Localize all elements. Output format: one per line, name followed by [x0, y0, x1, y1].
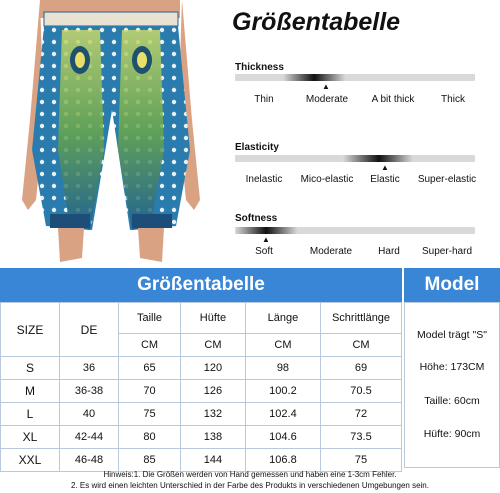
- model-info-box: [404, 302, 500, 468]
- size-cell: XXL: [1, 449, 60, 472]
- schritt-cell: 69: [321, 357, 402, 380]
- model-header: Model: [404, 268, 500, 302]
- table-row: [1, 357, 402, 380]
- note-line-1: Hinweis:1. Die Größen werden von Hand gemessen und haben eine 1-3cm Fehler.: [103, 470, 397, 479]
- de-cell: 46-48: [60, 449, 119, 472]
- elasticity-label-elastic: Elastic: [370, 174, 400, 185]
- size-table: [0, 302, 402, 472]
- taille-cell: 85: [119, 449, 181, 472]
- table-row: [1, 426, 402, 449]
- size-cell: L: [1, 403, 60, 426]
- huefte-cell: 132: [180, 403, 245, 426]
- taille-cell: 65: [119, 357, 181, 380]
- softness-label-moderate: Moderate: [309, 246, 353, 257]
- thickness-label-thick: Thick: [441, 94, 465, 105]
- page-title: Größentabelle: [232, 8, 401, 36]
- size-cell: M: [1, 380, 60, 403]
- elasticity-label-mico-elastic: Mico-elastic: [300, 174, 354, 185]
- model-wears-size: Model trägt "S": [417, 329, 487, 341]
- softness-label-super-hard: Super-hard: [421, 246, 473, 257]
- de-cell: 42-44: [60, 426, 119, 449]
- thickness-scale-bar: [235, 74, 475, 81]
- taille-cell: 80: [119, 426, 181, 449]
- table-header-row: [1, 303, 402, 334]
- table-row: [1, 449, 402, 472]
- huefte-cell: 126: [180, 380, 245, 403]
- size-table-header: Größentabelle: [0, 268, 402, 302]
- laenge-cell: 106.8: [245, 449, 320, 472]
- softness-label-soft: Soft: [255, 246, 273, 257]
- unit-cell: CM: [119, 334, 181, 357]
- huefte-cell: 120: [180, 357, 245, 380]
- laenge-cell: 102.4: [245, 403, 320, 426]
- elasticity-title: Elasticity: [235, 142, 279, 153]
- softness-label-hard: Hard: [378, 246, 400, 257]
- unit-cell: CM: [321, 334, 402, 357]
- model-hips: Hüfte: 90cm: [423, 428, 481, 440]
- note-line-2: 2. Es wird einen leichten Unterschied in der Farbe des Produkts in verschiedenen Umgebungen sein.: [71, 481, 429, 490]
- softness-scale-bar: [235, 227, 475, 234]
- column-header-schrittlaenge: Schrittlänge: [321, 303, 402, 334]
- de-cell: 40: [60, 403, 119, 426]
- table-row: [1, 403, 402, 426]
- schritt-cell: 70.5: [321, 380, 402, 403]
- product-photo: [0, 0, 222, 265]
- unit-cell: CM: [245, 334, 320, 357]
- model-height: Höhe: 173CM: [419, 361, 485, 373]
- column-header-laenge: Länge: [245, 303, 320, 334]
- softness-marker-icon: ▲: [262, 235, 270, 244]
- de-cell: 36-38: [60, 380, 119, 403]
- thickness-label-a-bit-thick: A bit thick: [371, 94, 415, 105]
- size-cell: S: [1, 357, 60, 380]
- taille-cell: 75: [119, 403, 181, 426]
- elasticity-marker-icon: ▲: [381, 163, 389, 172]
- de-cell: 36: [60, 357, 119, 380]
- softness-title: Softness: [235, 213, 278, 224]
- column-header-taille: Taille: [119, 303, 181, 334]
- thickness-marker-icon: ▲: [322, 82, 330, 91]
- model-waist: Taille: 60cm: [424, 395, 480, 407]
- unit-cell: CM: [180, 334, 245, 357]
- thickness-label-moderate: Moderate: [305, 94, 349, 105]
- schritt-cell: 72: [321, 403, 402, 426]
- table-row: [1, 380, 402, 403]
- laenge-cell: 104.6: [245, 426, 320, 449]
- huefte-cell: 138: [180, 426, 245, 449]
- column-header-huefte: Hüfte: [180, 303, 245, 334]
- size-column-header: SIZE: [1, 303, 60, 357]
- elasticity-scale-bar: [235, 155, 475, 162]
- taille-cell: 70: [119, 380, 181, 403]
- schritt-cell: 75: [321, 449, 402, 472]
- elasticity-label-super-elastic: Super-elastic: [417, 174, 477, 185]
- laenge-cell: 100.2: [245, 380, 320, 403]
- elasticity-label-inelastic: Inelastic: [245, 174, 283, 185]
- size-cell: XL: [1, 426, 60, 449]
- de-column-header: DE: [60, 303, 119, 357]
- thickness-title: Thickness: [235, 62, 284, 73]
- thickness-label-thin: Thin: [254, 94, 274, 105]
- huefte-cell: 144: [180, 449, 245, 472]
- laenge-cell: 98: [245, 357, 320, 380]
- schritt-cell: 73.5: [321, 426, 402, 449]
